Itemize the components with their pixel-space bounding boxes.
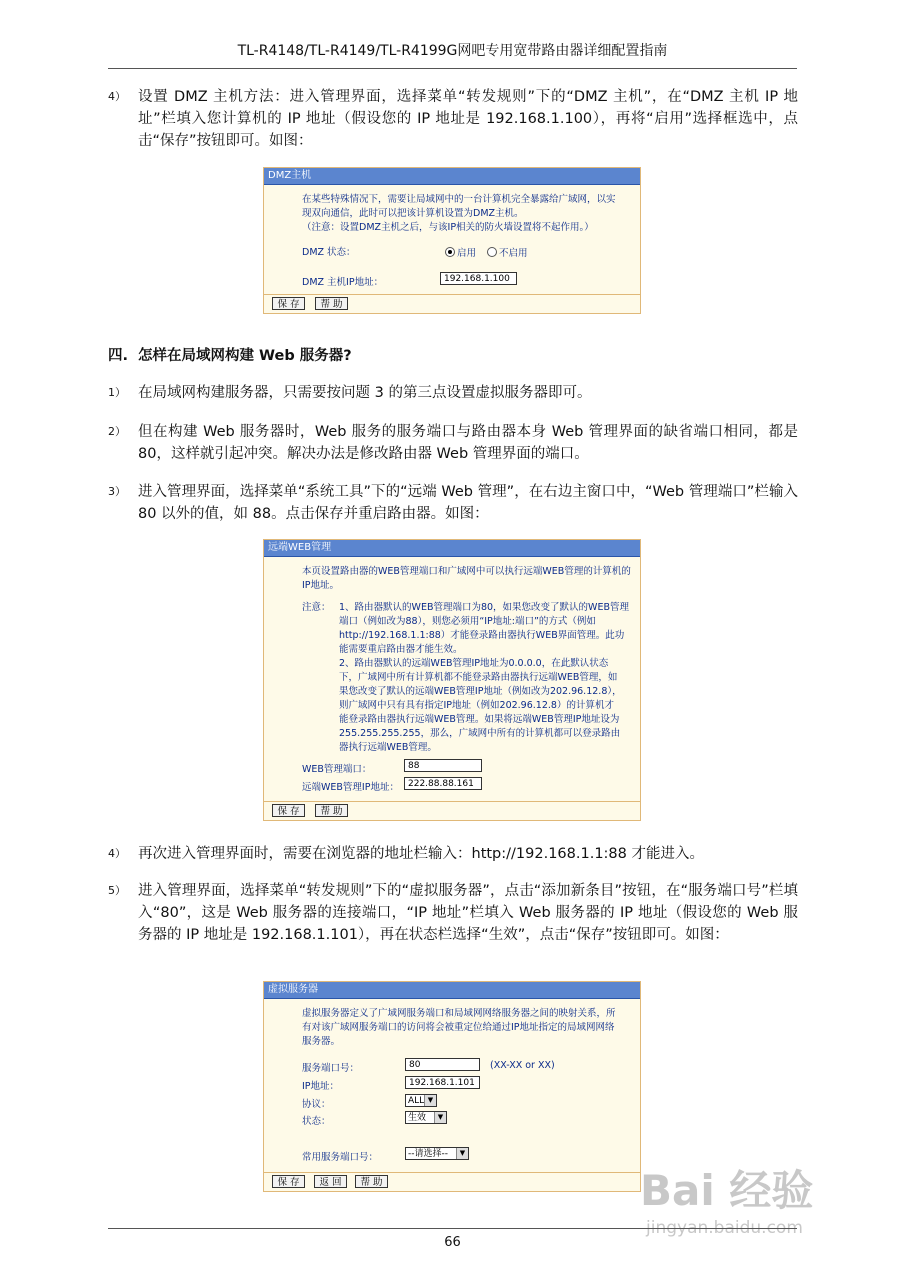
footer-divider [108, 1228, 797, 1229]
page-number: 66 [444, 1235, 461, 1250]
dmz-ip-label: DMZ 主机IP地址： [302, 277, 384, 288]
step-1 [108, 382, 798, 404]
step-2 [108, 421, 798, 465]
step-text: 再次进入管理界面时，需要在浏览器的地址栏输入：http://192.168.1.1:88 才能进入。 [138, 846, 704, 862]
step-4b [108, 843, 798, 865]
web-desc-2: IP地址。 [302, 580, 340, 591]
section-number: 四. [108, 348, 129, 364]
web-port-input[interactable]: 88 [404, 759, 482, 772]
step-3 [108, 481, 798, 525]
web-note-line: 果您改变了默认的远端WEB管理IP地址（例如改为202.96.12.8）， [339, 686, 622, 697]
watermark-logo-text: Bai 经验 [640, 1166, 814, 1215]
help-button[interactable]: 帮 助 [355, 1175, 388, 1188]
web-desc-1: 本页设置路由器的WEB管理端口和广域网中可以执行远端WEB管理的计算机的 [302, 566, 631, 577]
save-button[interactable]: 保 存 [272, 297, 305, 310]
web-button-bar [264, 801, 640, 820]
chevron-down-icon: ▼ [434, 1112, 446, 1123]
step-number: 4） [108, 847, 126, 860]
vs-ip-label: IP地址： [302, 1081, 340, 1092]
baidu-watermark [640, 1138, 855, 1248]
vs-protocol-label: 协议： [302, 1099, 331, 1110]
step-number: 4） [108, 90, 126, 103]
section-text: 怎样在局域网构建 Web 服务器? [138, 348, 352, 364]
vs-desc-2: 有对该广域网服务端口的访问将会被重定位给通过IP地址指定的局域网网络 [302, 1022, 615, 1033]
panel-title: 虚拟服务器 [264, 982, 640, 999]
help-button[interactable]: 帮 助 [315, 804, 348, 817]
page-header [108, 40, 797, 69]
web-note-line: 则广域网中只有具有指定IP地址（例如202.96.12.8）的计算机才 [339, 700, 614, 711]
dmz-disable-radio[interactable] [487, 247, 497, 257]
virtual-server-panel [263, 981, 641, 1192]
web-note-line: 能需要重启路由器才能生效。 [339, 644, 463, 655]
save-button[interactable]: 保 存 [272, 1175, 305, 1188]
vs-port-hint: (XX-XX or XX) [490, 1060, 555, 1071]
panel-title: DMZ主机 [264, 168, 640, 185]
dmz-desc-2: 现双向通信，此时可以把该计算机设置为DMZ主机。 [302, 208, 524, 219]
vs-protocol-select[interactable] [405, 1094, 437, 1107]
step-text: 但在构建 Web 服务器时，Web 服务的服务端口与路由器本身 Web 管理界面的缺省端口相同，都是 80，这样就引起冲突。解决办法是修改路由器 Web 管理界面的端口。 [138, 424, 798, 462]
save-button[interactable]: 保 存 [272, 804, 305, 817]
section-heading [108, 344, 352, 365]
web-ip-label: 远端WEB管理IP地址： [302, 782, 399, 793]
step-dmz [108, 86, 798, 152]
remote-web-panel [263, 539, 641, 821]
help-button[interactable]: 帮 助 [315, 297, 348, 310]
chevron-down-icon: ▼ [424, 1095, 436, 1106]
document-title: TL-R4148/TL-R4149/TL-R4199G网吧专用宽带路由器详细配置指南 [237, 43, 668, 59]
watermark-url: jingyan.baidu.com [646, 1218, 803, 1238]
dmz-enable-label: 启用 [457, 248, 477, 259]
step-text: 进入管理界面，选择菜单“转发规则”下的“虚拟服务器”，点击“添加新条目”按钮，在“服务端口号”栏填入“80”，这是 Web 服务器的连接端口，“IP 地址”栏填入 Web 服务器的 IP 地址（假设您的 Web 服务器的 IP 地址是 192.168.1.101），再在状态栏选择“生效”，点击“保存”按钮即可。如图： [138, 883, 798, 943]
vs-common-port-value: --请选择-- [408, 1149, 448, 1159]
web-note-line: 2、路由器默认的远端WEB管理IP地址为0.0.0.0，在此默认状态 [339, 658, 609, 669]
vs-port-input[interactable]: 80 [405, 1058, 480, 1071]
vs-status-label: 状态： [302, 1116, 331, 1127]
dmz-panel [263, 167, 641, 314]
step-number: 5） [108, 884, 126, 897]
dmz-desc-1: 在某些特殊情况下，需要让局域网中的一台计算机完全暴露给广域网，以实 [302, 194, 616, 205]
step-number: 2） [108, 425, 126, 438]
dmz-status-label: DMZ 状态： [302, 247, 356, 258]
web-note-line: http://192.168.1.1:88）才能登录路由器执行WEB界面管理。此功 [339, 630, 625, 641]
dmz-button-bar [264, 294, 640, 313]
vs-common-port-label: 常用服务端口号： [302, 1152, 379, 1163]
vs-port-label: 服务端口号： [302, 1063, 360, 1074]
step-number: 3） [108, 485, 126, 498]
vs-ip-input[interactable]: 192.168.1.101 [405, 1076, 480, 1089]
web-note-line: 下，广域网中所有计算机都不能登录路由器执行远端WEB管理，如 [339, 672, 618, 683]
dmz-ip-input[interactable]: 192.168.1.100 [440, 272, 517, 285]
vs-common-port-select[interactable] [405, 1147, 469, 1160]
vs-status-select[interactable] [405, 1111, 447, 1124]
web-note-line: 1、路由器默认的WEB管理端口为80，如果您改变了默认的WEB管理 [339, 602, 629, 613]
back-button[interactable]: 返 回 [314, 1175, 347, 1188]
dmz-enable-radio[interactable] [445, 247, 455, 257]
dmz-disable-label: 不启用 [499, 248, 528, 259]
vs-button-bar [264, 1172, 640, 1191]
vs-desc-1: 虚拟服务器定义了广域网服务端口和局域网网络服务器之间的映射关系，所 [302, 1008, 616, 1019]
web-note-line: 能登录路由器执行远端WEB管理。如果将远端WEB管理IP地址设为 [339, 714, 620, 725]
web-ip-input[interactable]: 222.88.88.161 [404, 777, 482, 790]
step-text: 设置 DMZ 主机方法：进入管理界面，选择菜单“转发规则”下的“DMZ 主机”，在“DMZ 主机 IP 地址”栏填入您计算机的 IP 地址（假设您的 IP 地址是 192.168.1.100），再将“启用”选择框选中，点击“保存”按钮即可。如图： [138, 89, 798, 149]
web-note-line: 端口（例如改为88），则您必须用“IP地址:端口”的方式（例如 [339, 616, 596, 627]
vs-protocol-value: ALL [408, 1096, 425, 1106]
web-note-label: 注意： [302, 602, 331, 613]
step-text: 在局域网构建服务器，只需要按问题 3 的第三点设置虚拟服务器即可。 [138, 385, 592, 401]
web-note-line: 255.255.255.255，那么，广域网中所有的计算机都可以登录路由 [339, 728, 621, 739]
step-5 [108, 880, 798, 946]
web-port-label: WEB管理端口： [302, 764, 372, 775]
step-text: 进入管理界面，选择菜单“系统工具”下的“远端 Web 管理”，在右边主窗口中，“Web 管理端口”栏输入 80 以外的值，如 88。点击保存并重启路由器。如图： [138, 484, 798, 522]
chevron-down-icon: ▼ [456, 1148, 468, 1159]
vs-status-value: 生效 [408, 1113, 427, 1123]
dmz-desc-3: （注意：设置DMZ主机之后，与该IP相关的防火墙设置将不起作用。） [302, 222, 594, 233]
web-note-line: 器执行远端WEB管理。 [339, 742, 437, 753]
panel-title: 远端WEB管理 [264, 540, 640, 557]
vs-desc-3: 服务器。 [302, 1036, 341, 1047]
step-number: 1） [108, 386, 126, 399]
